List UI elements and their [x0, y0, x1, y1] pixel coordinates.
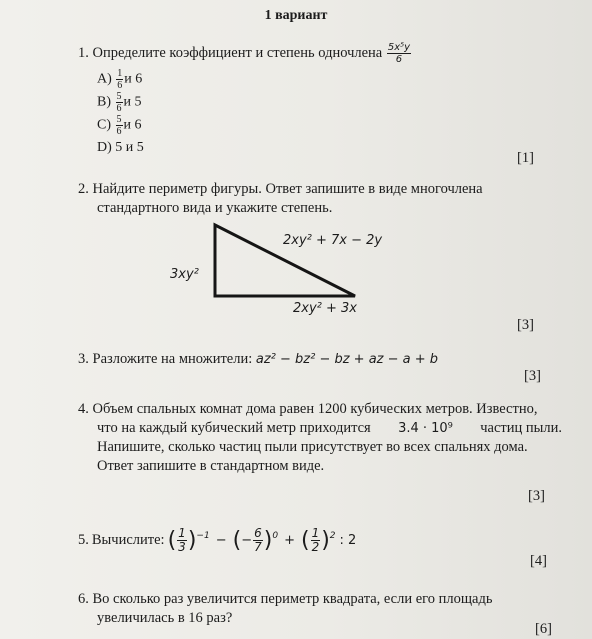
question-2-line-1: [78, 180, 556, 199]
question-5-number: 5.: [78, 532, 89, 548]
question-4-score: [3]: [528, 488, 545, 504]
term-1-denominator: 3: [178, 540, 186, 554]
option-d: [97, 138, 144, 157]
option-a: [97, 68, 142, 91]
question-1-text: Определите коэффициент и степень одночлена: [92, 44, 383, 61]
question-6-line-1: [78, 590, 564, 609]
question-3-score: [3]: [524, 368, 541, 384]
term-2-exponent: 0: [272, 531, 279, 541]
question-3-text: Разложите на множители:: [92, 351, 253, 367]
question-2-score: [3]: [517, 317, 534, 333]
option-b-fraction: [116, 91, 123, 114]
plus-sign: +: [284, 533, 295, 548]
option-c-fraction: [116, 114, 123, 137]
question-6-line-2: увеличилась в 16 раз?: [97, 610, 233, 626]
option-c: [97, 114, 142, 137]
term-1-exponent: −1: [196, 531, 210, 541]
variant-title: 1 вариант: [264, 8, 328, 23]
option-a-numerator: 1: [117, 68, 123, 79]
question-5: [78, 527, 356, 554]
leg-label: 3xy²: [170, 267, 199, 282]
question-1-monomial: [387, 42, 411, 65]
question-4-number: 4.: [78, 401, 89, 417]
term-3-numerator: 1: [311, 526, 320, 540]
question-5-expression: ( $\frac{1}{3}$ ) $^{-1}$ − ( − $\frac{6}{7}$ ) $^0$ + ( $\frac{1}{2}$ ) $^2$ : 2: [167, 526, 357, 554]
question-3-number: 3.: [78, 351, 89, 367]
question-2-line-2: стандартного вида и укажите степень.: [97, 200, 333, 216]
option-a-fraction: [116, 68, 123, 91]
option-c-denominator: 6: [116, 126, 122, 137]
question-4-text-1: Объем спальных комнат дома равен 1200 кубических метров. Известно,: [92, 401, 538, 417]
option-c-label: C): [97, 117, 111, 133]
question-4-line-3: Напишите, сколько частиц пыли присутствует во всех спальнях дома.: [97, 439, 528, 455]
option-a-denominator: 6: [117, 80, 123, 91]
question-1-score: [1]: [517, 150, 534, 166]
option-d-text: 5 и 5: [115, 140, 144, 155]
division-tail: : 2: [339, 533, 357, 548]
question-4-text-2c: частиц пыли.: [480, 420, 562, 436]
option-a-rest: и 6: [124, 71, 143, 87]
term-2-fraction: [253, 527, 263, 554]
option-b-rest: и 5: [123, 94, 142, 110]
monomial-numerator: 5x⁵y: [387, 42, 411, 53]
question-4-line-2: [97, 419, 562, 438]
minus-sign: −: [215, 533, 227, 548]
term-3-denominator: 2: [311, 540, 320, 554]
question-3-expression: az² − bz² − bz + az − a + b: [255, 352, 439, 367]
question-4-text-2a: что на каждый кубический метр приходится: [97, 420, 371, 436]
option-b-numerator: 5: [116, 91, 122, 102]
question-5-score: [4]: [530, 553, 547, 569]
term-1-numerator: 1: [178, 526, 186, 540]
term-2-numerator: 6: [254, 526, 262, 540]
term-2-denominator: 7: [254, 540, 262, 554]
question-4-line-4: Ответ запишите в стандартном виде.: [97, 458, 325, 474]
question-3: [78, 350, 438, 369]
option-c-rest: и 6: [123, 117, 142, 133]
question-1-number: 1.: [78, 44, 89, 61]
question-2-number: 2.: [78, 181, 89, 197]
option-a-label: A): [97, 71, 112, 87]
option-b-label: B): [97, 94, 111, 110]
question-6-score: [6]: [535, 621, 552, 637]
base-label: 2xy² + 3x: [293, 301, 357, 316]
option-b: [97, 91, 142, 114]
question-1: [78, 42, 518, 65]
monomial-denominator: 6: [395, 54, 403, 65]
option-b-denominator: 6: [116, 103, 122, 114]
question-4-number-value: 3.4 · 10⁹: [398, 421, 453, 436]
question-4-line-1: [78, 400, 562, 419]
question-2-text: Найдите периметр фигуры. Ответ запишите в виде многочлена: [92, 181, 483, 197]
term-3-fraction: [311, 527, 321, 554]
hypotenuse-label: 2xy² + 7x − 2y: [283, 233, 383, 248]
option-d-label: D): [97, 140, 112, 155]
question-5-text: Вычислите:: [91, 532, 165, 548]
question-6-number: 6.: [78, 591, 89, 607]
term-1-fraction: [177, 527, 187, 554]
term-3-exponent: 2: [329, 531, 336, 541]
option-c-numerator: 5: [116, 114, 122, 125]
question-6-text-1: Во сколько раз увеличится периметр квадрата, если его площадь: [92, 591, 493, 607]
